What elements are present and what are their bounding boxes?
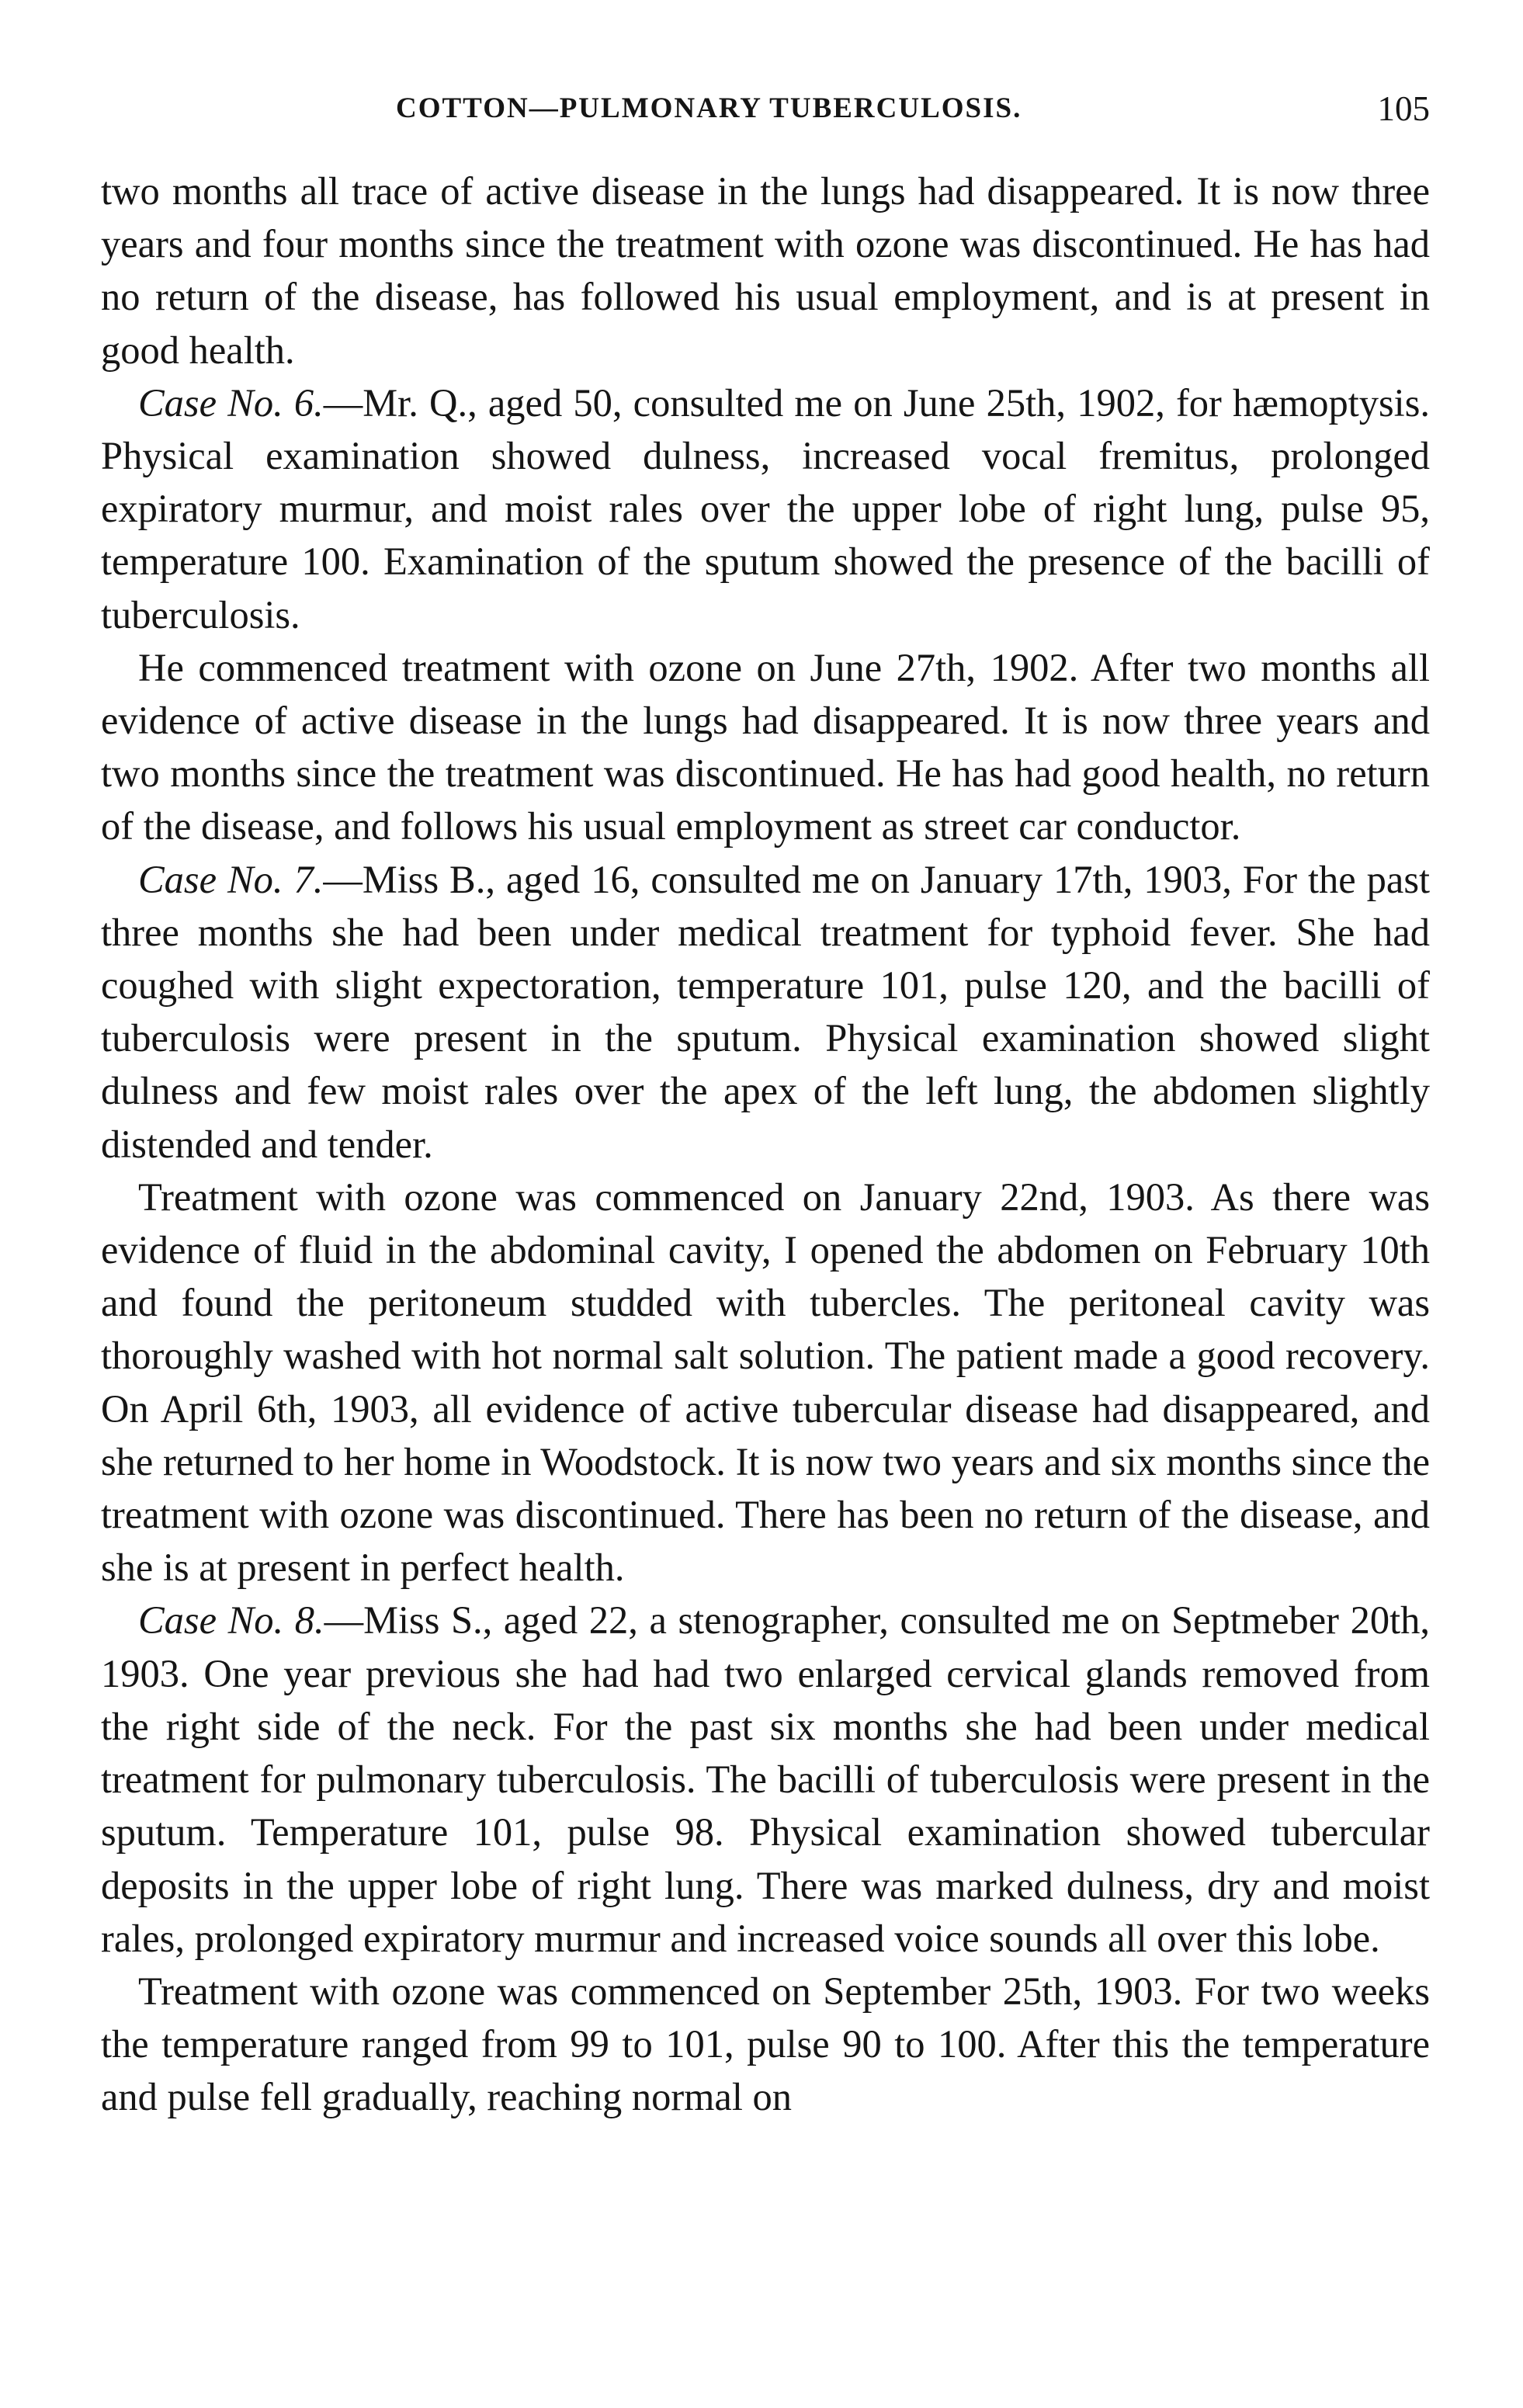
paragraph-text: Treatment with ozone was commenced on September 25th, 1903. For two weeks the temperature ranged from 99 to 101, pulse 90 to 100. After this the temperature and pulse fell gradually, reaching normal on [101,1969,1430,2119]
paragraph-text: —Miss B., aged 16, consulted me on January 17th, 1903, For the past three months she had been under medical treatment for typhoid fever. She had coughed with slight expectoration, temperature 101, pulse 120, and the bacilli of tuberculosis were present in the sputum. Physical examination showed slight dulness and few moist rales over the apex of the left lung, the abdomen slightly distended and tender. [101,857,1430,1166]
paragraph [101,1965,1430,2124]
page-number: 105 [1377,89,1430,128]
paragraph-text: —Miss S., aged 22, a stenographer, consulted me on Septmeber 20th, 1903. One year previous she had had two enlarged cervical glands removed from the right side of the neck. For the past six months she had been under medical treatment for pulmonary tuberculosis. The bacilli of tuberculosis were present in the sputum. Temperature 101, pulse 98. Physical examination showed tubercular deposits in the upper lobe of right lung. There was marked dulness, dry and moist rales, prolonged expiratory murmur and increased voice sounds all over this lobe. [101,1598,1430,1960]
case-label: Case No. 8. [138,1598,324,1643]
paragraph-case-7 [101,853,1430,1171]
paragraph-text: two months all trace of active disease in the lungs had disappeared. It is now three years and four months since the treatment with ozone was discontinued. He has had no return of the disease, has followed his usual employment, and is at present in good health. [101,169,1430,372]
case-label: Case No. 7. [138,857,324,901]
case-label: Case No. 6. [138,380,324,425]
running-head [101,75,1430,144]
running-title: COTTON—PULMONARY TUBERCULOSIS. [396,92,1022,124]
paragraph-text: —Mr. Q., aged 50, consulted me on June 25th, 1902, for hæmoptysis. Physical examination showed dulness, increased vocal fremitus, prolonged expiratory murmur, and moist rales over the upper lobe of right lung, pulse 95, temperature 100. Examination of the sputum showed the presence of the bacilli of tuberculosis. [101,380,1430,637]
body-text [101,165,1430,2124]
paragraph-case-8 [101,1594,1430,1964]
paragraph [101,1171,1430,1594]
paragraph [101,641,1430,853]
book-page [101,75,1430,2124]
paragraph-text: Treatment with ozone was commenced on January 22nd, 1903. As there was evidence of fluid in the abdominal cavity, I opened the abdomen on February 10th and found the peritoneum studded with tubercles. The peritoneal cavity was thoroughly washed with hot normal salt solution. The patient made a good recovery. On April 6th, 1903, all evidence of active tubercular disease had disappeared, and she returned to her home in Woodstock. It is now two years and six months since the treatment with ozone was discontinued. There has been no return of the disease, and she is at present in perfect health. [101,1175,1430,1590]
paragraph-text: He commenced treatment with ozone on June 27th, 1902. After two months all evidence of active disease in the lungs had disappeared. It is now three years and two months since the treatment was discontinued. He has had good health, no return of the disease, and follows his usual employment as street car conductor. [101,645,1430,848]
paragraph [101,165,1430,376]
paragraph-case-6 [101,376,1430,641]
